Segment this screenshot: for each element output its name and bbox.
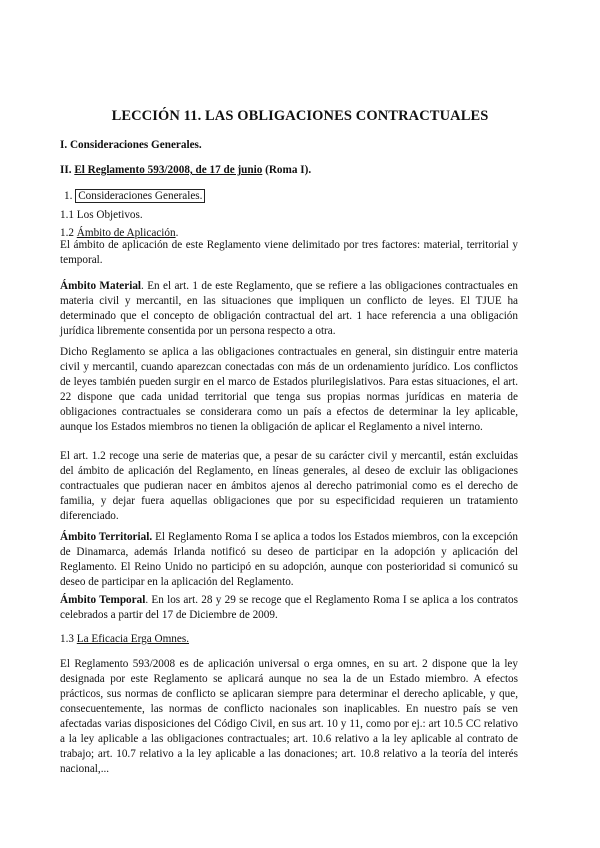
subheading-1-2-suffix: . [175, 227, 179, 239]
page-title: LECCIÓN 11. LAS OBLIGACIONES CONTRACTUALES [111, 108, 489, 124]
paragraph-temporal-lead: Ámbito Temporal [60, 594, 146, 606]
section-2-prefix: II. [60, 164, 75, 176]
paragraph-erga-omnes: El Reglamento 593/2008 es de aplicación universal o erga omnes, en su art. 2 dispone que la ley designada por este Reglamento se aplicará aunque no sea la de un Estado miembro. A efectos prácticos, sus normas de conflicto se aplicaran siempre para determinar el derecho aplicable, y que, consecuentemente, las normas de conflicto nacionales son inaplicables. En nuestro país se ven afectadas varias disposiciones del Código Civil, en sus art. 10 y 11, como por ej.: art 10.5 CC relativo a la ley aplicable a las obligaciones contractuales; art. 10.6 relativo a la ley aplicable al contrato de trabajo; art. 10.7 relativo a la ley aplicable a las donaciones; art. 10.8 relativo a la teoría del interés nacional,... [60, 658, 518, 775]
section-2-suffix: (Roma I). [262, 164, 312, 176]
paragraph-territorial [60, 530, 518, 590]
section-heading-2 [60, 163, 518, 178]
subheading-1-3-label[interactable]: La Eficacia Erga Omnes. [76, 633, 190, 645]
paragraph-territorial-text: El Reglamento Roma I se aplica a todos los Estados miembros, con la excepción de Dinamarca, además Irlanda notificó su deseo de participar en la adopción y aplicación del Reglamento. El Reino Unido no participó en su adopción, aunque con posterioridad si comunicó su deseo de participar en la aplicación del Reglamento. [60, 531, 518, 588]
paragraph-material-text: . En el art. 1 de este Reglamento, que se refiere a las obligaciones contractuales en materia civil y mercantil, en las situaciones que impliquen un conflicto de leyes. El TJUE ha determinado que el concepto de obligación contractual del art. 1 hace referencia a una obligación jurídica libremente consentida por un persona respecto a otra. [60, 280, 518, 337]
paragraph-temporal [60, 593, 518, 623]
subheading-1-prefix: 1. [64, 190, 76, 202]
subheading-1-2-prefix: 1.2 [60, 227, 77, 239]
subheading-1-label[interactable]: Consideraciones Generales. [75, 189, 205, 203]
paragraph-art-1-2: El art. 1.2 recoge una serie de materias que, a pesar de su carácter civil y mercantil, están excluidas del ámbito de aplicación del Reglamento, en líneas generales, al deseo de excluir las obligaciones contractuales que pudieran nacer en ámbitos ajenos al derecho patrimonial como es el derecho de familia, y dejar fuera aquellas obligaciones que por su especificidad requieren un tratamiento diferenciado. [60, 450, 518, 522]
subheading-1-3 [60, 632, 518, 647]
paragraph-dicho: Dicho Reglamento se aplica a las obligaciones contractuales en general, sin distinguir entre materia civil y mercantil, cuando aparezcan conectadas con más de un ordenamiento jurídico. Los conflictos de leyes también pueden surgir en el marco de Estados plurilegislativos. Para estas situaciones, el art. 22 dispone que cada unidad territorial que tenga sus propias normas jurídicas en materia de obligaciones contractuales se considerara como un país a efectos de determinar la ley aplicable, aunque los Estados miembros no tienen la obligación de aplicar el Reglamento a nivel interno. [60, 346, 518, 433]
subheading-1-2-label[interactable]: Ámbito de Aplicación [76, 227, 176, 239]
subheading-1 [64, 189, 522, 204]
regulation-link[interactable]: El Reglamento 593/2008, de 17 de junio [74, 164, 263, 176]
section-heading-1: I. Consideraciones Generales. [60, 139, 202, 151]
paragraph-intro: El ámbito de aplicación de este Reglamento viene delimitado por tres factores: material, territorial y temporal. [60, 239, 518, 266]
subheading-1-3-prefix: 1.3 [60, 633, 77, 645]
subheading-1-1: 1.1 Los Objetivos. [60, 209, 143, 221]
paragraph-territorial-lead: Ámbito Territorial. [60, 531, 153, 543]
paragraph-temporal-text: . En los art. 28 y 29 se recoge que el Reglamento Roma I se aplica a los contratos celebrados a partir del 17 de Diciembre de 2009. [60, 594, 518, 621]
paragraph-material-lead: Ámbito Material [60, 280, 142, 292]
paragraph-material [60, 279, 518, 339]
